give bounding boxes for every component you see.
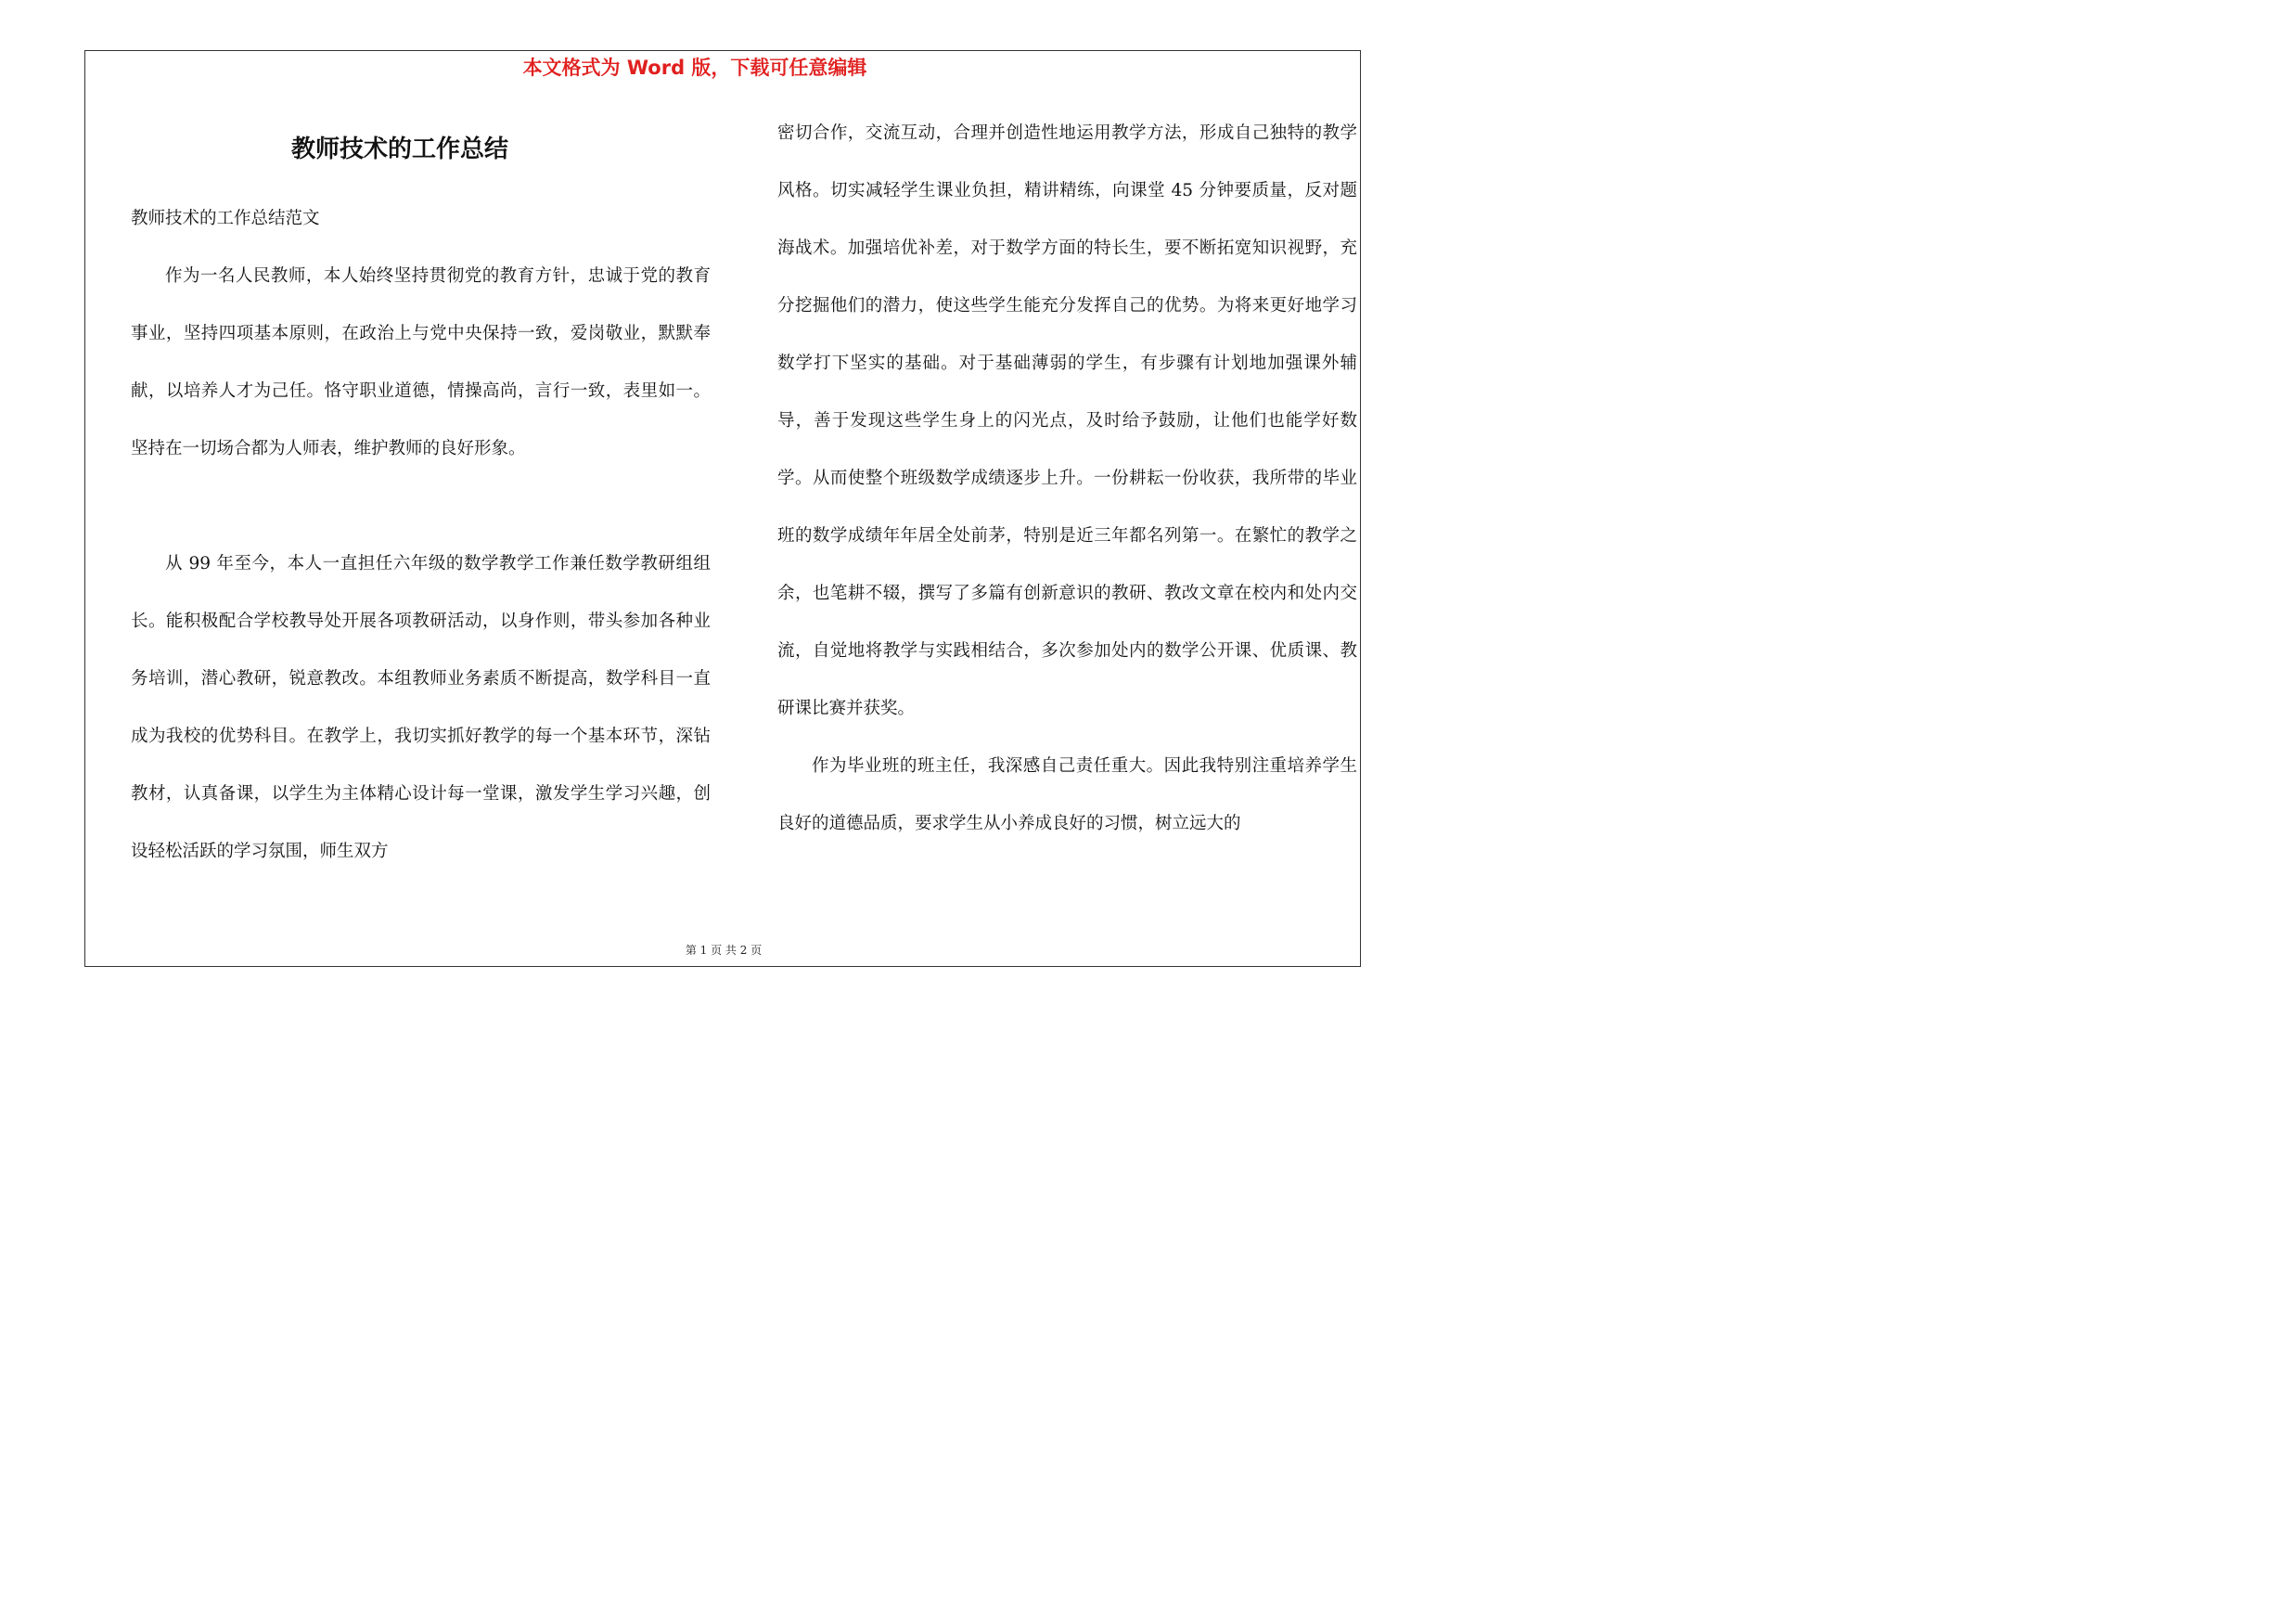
paragraph-2-continued: 密切合作，交流互动，合理并创造性地运用教学方法，形成自己独特的教学风格。切实减轻学生课业负担，精讲精练，向课堂 45 分钟要质量，反对题海战术。加强培优补差，对于数学方面的特长生，要不断拓宽知识视野，充分挖掘他们的潜力，使这些学生能充分发挥自己的优势。为将来更好地学习数学打下坚实的基础。对于基础薄弱的学生，有步骤有计划地加强课外辅导，善于发现这些学生身上的闪光点，及时给予鼓励，让他们也能学好数学。从而使整个班级数学成绩逐步上升。一份耕耘一份收获，我所带的毕业班的数学成绩年年居全处前茅，特别是近三年都名列第一。在繁忙的教学之余，也笔耕不辍，撰写了多篇有创新意识的教研、教改文章在校内和处内交流，自觉地将教学与实践相结合，多次参加处内的数学公开课、优质课、教研课比赛并获奖。 — [777, 123, 1357, 718]
subtitle: 教师技术的工作总结范文 — [131, 209, 320, 228]
document-title: 教师技术的工作总结 — [290, 135, 508, 163]
paragraph-1: 作为一名人民教师，本人始终坚持贯彻党的教育方针，忠诚于党的教育事业，坚持四项基本原则，在政治上与党中央保持一致，爱岗敬业，默默奉献，以培养人才为己任。恪守职业道德，情操高尚，言行一致，表里如一。坚持在一切场合都为人师表，维护教师的良好形象。 — [131, 266, 711, 458]
paragraph-2: 从 99 年至今，本人一直担任六年级的数学教学工作兼任数学教研组组长。能积极配合学校教导处开展各项教研活动，以身作则，带头参加各种业务培训，潜心教研，锐意教改。本组教师业务素质不断提高，数学科目一直成为我校的优势科目。在教学上，我切实抓好教学的每一个基本环节，深钻教材，认真备课，以学生为主体精心设计每一堂课，激发学生学习兴趣，创设轻松活跃的学习氛围，师生双方 — [131, 554, 711, 861]
paragraph-3: 作为毕业班的班主任，我深感自己责任重大。因此我特别注重培养学生良好的道德品质，要求学生从小养成良好的习惯，树立远大的 — [777, 756, 1357, 833]
word-format-banner: 本文格式为 Word 版，下载可任意编辑 — [522, 57, 867, 79]
right-column — [777, 105, 1357, 853]
left-column — [131, 190, 711, 881]
page-number: 第 1 页 共 2 页 — [685, 944, 763, 957]
paragraph-spacer — [131, 478, 711, 535]
